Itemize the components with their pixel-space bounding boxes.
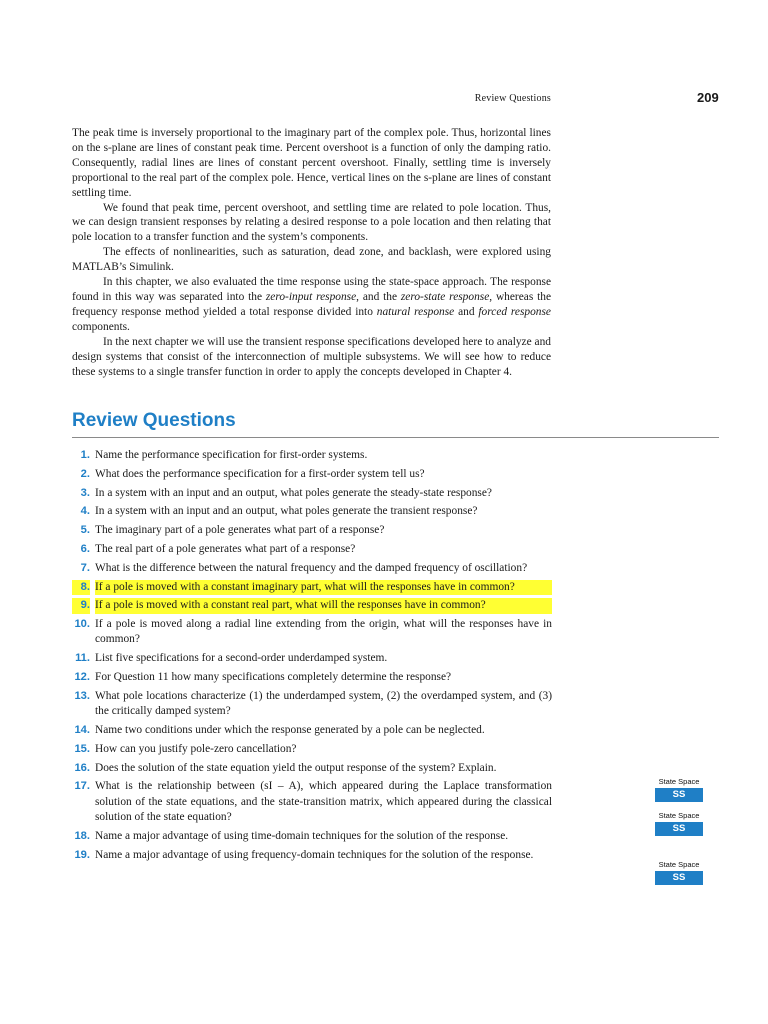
question-item: [72, 651, 552, 666]
question-text: Name two conditions under which the response generated by a pole can be neglected.: [95, 723, 485, 736]
question-text: What is the difference between the natural frequency and the damped frequency of oscillation?: [95, 561, 528, 574]
ss-badge: SS: [655, 871, 703, 885]
question-item: [72, 617, 552, 648]
question-item: [72, 561, 552, 576]
question-text: List five specifications for a second-order underdamped system.: [95, 652, 388, 665]
question-text: Name a major advantage of using frequency-domain techniques for the solution of the response.: [95, 848, 534, 861]
question-number: 4.: [80, 505, 90, 518]
state-space-margin-tag: [655, 860, 703, 885]
question-item: [72, 504, 552, 519]
question-item-highlighted: [72, 598, 552, 613]
question-number: 3.: [80, 486, 90, 499]
term-zero-input-response: zero-input response: [265, 290, 357, 303]
question-text: If a pole is moved with a constant imaginary part, what will the responses have in common?: [95, 580, 552, 595]
ss-badge: SS: [655, 788, 703, 802]
question-text: What pole locations characterize (1) the underdamped system, (2) the overdamped system, and (3) the critically damped system?: [95, 689, 552, 718]
question-number: 17.: [74, 780, 90, 793]
question-number: 16.: [74, 761, 90, 774]
question-number: 7.: [80, 561, 90, 574]
question-text: What is the relationship between (sI – A), which appeared during the Laplace transformation solution of the state equations, and the state-transition matrix, which appeared during the classical solution of the state equation?: [95, 780, 552, 823]
paragraph: The peak time is inversely proportional to the imaginary part of the complex pole. Thus, horizontal lines on the s-plane are lines of constant peak time. Percent overshoot is a function of only the damping ratio. Consequently, radial lines are lines of constant percent overshoot. Finally, settling time is inversely proportional to the real part of the complex pole. Hence, vertical lines on the s-plane are lines of constant settling time.: [72, 127, 551, 199]
question-text: What does the performance specification for a first-order system tell us?: [95, 467, 425, 480]
question-item: [72, 848, 552, 863]
question-item: [72, 467, 552, 482]
paragraph: The effects of nonlinearities, such as saturation, dead zone, and backlash, were explored using MATLAB’s Simulink.: [72, 246, 551, 274]
question-number: 13.: [74, 689, 90, 702]
question-number: 11.: [75, 652, 90, 665]
question-item: [72, 448, 552, 463]
question-item: [72, 723, 552, 738]
question-number: 8.: [72, 580, 90, 595]
question-text: The imaginary part of a pole generates what part of a response?: [95, 524, 385, 537]
margin-tag-label: State Space: [658, 811, 700, 820]
term-zero-state-response: zero-state response: [400, 290, 490, 303]
review-questions-list: [72, 448, 552, 866]
state-space-margin-tag: [655, 811, 703, 836]
page-number: 209: [697, 90, 719, 105]
question-text: Name a major advantage of using time-domain techniques for the solution of the response.: [95, 829, 509, 842]
question-number: 14.: [74, 723, 90, 736]
text-run: , and the: [356, 290, 401, 303]
question-item: [72, 829, 552, 844]
question-item: [72, 689, 552, 720]
question-text: The real part of a pole generates what part of a response?: [95, 542, 356, 555]
paragraph: We found that peak time, percent overshoot, and settling time are related to pole location. Thus, we can design transient responses by relating a desired response to a pole location and then relating that pole location to a transfer function and the system’s components.: [72, 201, 551, 244]
margin-tag-label: State Space: [658, 777, 700, 786]
running-head: Review Questions: [474, 93, 551, 104]
state-space-margin-tag: [655, 777, 703, 802]
term-forced-response: forced response: [478, 305, 551, 318]
question-item: [72, 761, 552, 776]
text-run: In this chapter, we also evaluated the time response using the state-space approach. The response found in this way was separated into the: [72, 276, 551, 303]
question-number: 2.: [80, 467, 90, 480]
question-text: Does the solution of the state equation yield the output response of the system? Explain.: [95, 761, 497, 774]
question-item: [72, 523, 552, 538]
ss-badge: SS: [655, 822, 703, 836]
question-number: 9.: [72, 598, 90, 613]
question-text: In a system with an input and an output, what poles generate the steady-state response?: [95, 486, 492, 499]
section-divider: [72, 437, 719, 438]
text-run: , whereas the frequency response method yielded a total response divided into: [72, 290, 551, 318]
question-number: 1.: [80, 449, 90, 461]
question-text: How can you justify pole-zero cancellation?: [95, 742, 297, 755]
question-number: 19.: [74, 848, 90, 861]
question-number: 5.: [80, 524, 90, 537]
question-text: If a pole is moved along a radial line extending from the origin, what will the responses have in common?: [95, 618, 552, 646]
question-item: [72, 486, 552, 501]
question-number: 15.: [74, 742, 90, 755]
question-number: 12.: [74, 671, 90, 684]
paragraph: [72, 275, 551, 335]
question-item: [72, 542, 552, 557]
question-number: 18.: [74, 829, 90, 842]
margin-tag-label: State Space: [658, 860, 700, 869]
question-number: 6.: [80, 542, 90, 555]
term-natural-response: natural response: [376, 305, 455, 318]
text-run: components.: [72, 320, 130, 333]
text-run: and: [454, 305, 479, 318]
question-text: If a pole is moved with a constant real part, what will the responses have in common?: [95, 598, 552, 613]
section-title: Review Questions: [72, 410, 236, 431]
question-number: 10.: [74, 618, 90, 631]
question-text: In a system with an input and an output, what poles generate the transient response?: [95, 505, 478, 518]
chapter-summary: [72, 126, 551, 379]
question-item: [72, 670, 552, 685]
question-item: [72, 779, 552, 825]
paragraph: In the next chapter we will use the transient response specifications developed here to analyze and design systems that consist of the interconnection of multiple subsystems. We will see how to reduce these systems to a single transfer function in order to apply the concepts developed in Chapter 4.: [72, 335, 551, 378]
question-text: For Question 11 how many specifications completely determine the response?: [95, 671, 452, 684]
question-text: Name the performance specification for first-order systems.: [95, 449, 368, 461]
question-item: [72, 742, 552, 757]
question-item-highlighted: [72, 580, 552, 595]
